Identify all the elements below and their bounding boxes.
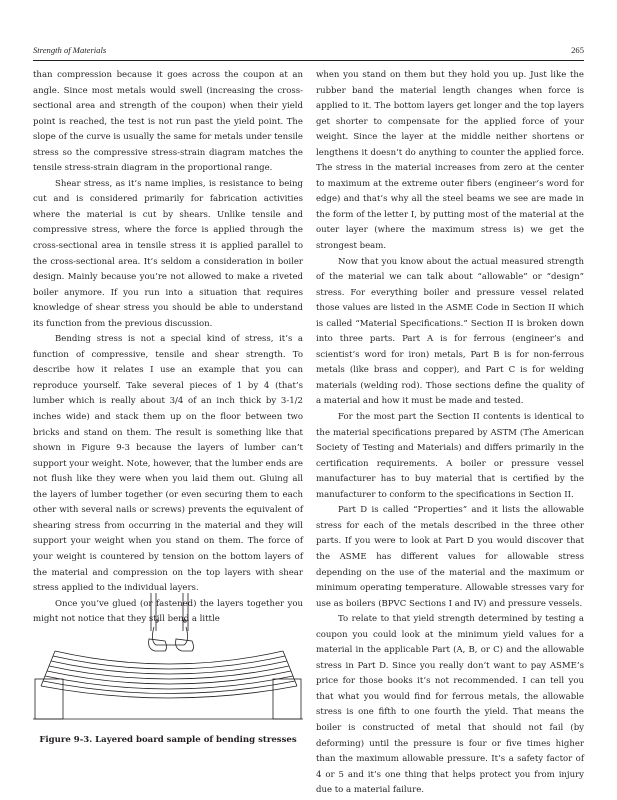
figure-caption: Figure 9-3. Layered board sample of bending stresses (39, 735, 297, 745)
left-column (33, 68, 303, 628)
header-title: Strength of Materials (33, 45, 107, 55)
paragraph: Now that you know about the actual measured strength of the material we can talk about “allowable” or “design” stress. For everything boiler and pressure vessel related those values are listed in the ASME Code in Section II which is called “Material Specifications.” Section II is broken down into three parts. Part A is for ferrous (engineer’s and scientist’s word for iron) metals, Part B is for non-ferrous metals (like brass and copper), and Part C is for welding materials (welding rod). Those sections define the quality of a material and how it must be made and tested. (316, 256, 584, 407)
figure-layered-boards (33, 591, 303, 723)
paragraph: Bending stress is not a special kind of stress, it’s a function of compressive, tensile and shear strength. To describe how it relates I use an example that you can reproduce yourself. Take several pieces of 1 by 4 (that’s lumber which is really about 3/4 of an inch thick by 3-1/2 inches wide) and stack them up on the floor between two bricks and stand on them. The result is something like that shown in Figure 9-3 because the layers of lumber can’t support your weight. Note, however, that the lumber ends are not flush like they were when you laid them out. Gluing all the layers of lumber together (or even securing them to each other with several nails or screws) prevents the equivalent of shearing stress from occurring in the material and they will support your weight when you stand on them. The force of your weight is countered by tension on the bottom layers of the material and compression on the top layers with shear stress applied to the individual layers. (33, 334, 303, 594)
paragraph: than compression because it goes across the coupon at an angle. Since most metals would swell (increasing the cross-sectional area and strength of the coupon) when their yield point is reached, the test is not run past the yield point. The slope of the curve is usually the same for metals under tensile stress so the compressive stress-strain diagram matches the tensile stress-strain diagram in the proportional range. (33, 70, 303, 174)
running-header (33, 45, 584, 59)
page-number: 265 (571, 45, 584, 55)
paragraph: For the most part the Section II contents is identical to the material specifications prepared by ASTM (The American Society of Testing and Materials) and differs primarily in the certification requirements. A boiler or pressure vessel manufacturer has to buy material that is certified by the manufacturer to conform to the specifications in Section II. (316, 412, 584, 500)
paragraph: Part D is called “Properties” and it lists the allowable stress for each of the metals described in the three other parts. If you were to look at Part D you would discover that the ASME has different values for allowable stress depending on the use of the material and the maximum or minimum operating temperature. Allowable stresses vary for use as boilers (BPVC Sections I and IV) and pressure vessels. (316, 505, 584, 609)
paragraph: when you stand on them but they hold you up. Just like the rubber band the material length changes when force is applied to it. The bottom layers get longer and the top layers get shorter to compensate for the applied force of your weight. Since the layer at the middle neither shortens or lengthens it doesn’t do anything to counter the applied force. The stress in the material increases from zero at the center to maximum at the extreme outer fibers (engineer’s word for edge) and that’s why all the steel beams we see are made in the form of the letter I, by putting most of the material at the outer layer (where the maximum stress is) we get the strongest beam. (316, 70, 584, 252)
right-column (316, 68, 584, 799)
bending-boards-illustration (33, 591, 303, 723)
paragraph: To relate to that yield strength determined by testing a coupon you could look at the minimum yield values for a material in the applicable Part (A, B, or C) and the allowable stress in Part D. Since you really don’t want to pay ASME’s price for those books it’s not recommended. I can tell you that what you would find for ferrous metals, the allowable stress is one fifth to one fourth the yield. That means the boiler is constructed of metal that should not fail (by deforming) until the pressure is four or five times higher than the maximum allowable pressure. It’s a safety factor of 4 or 5 and it’s one thing that helps protect you from injury due to a material failure. (316, 614, 584, 796)
header-rule (33, 60, 584, 61)
paragraph: Once you’ve glued (or fastened) the layers together you might not notice that they still bend a little (33, 598, 303, 625)
paragraph: Shear stress, as it’s name implies, is resistance to being cut and is considered primarily for fabrication activities where the material is cut by shears. Unlike tensile and compressive stress, where the force is applied through the cross-sectional area in tensile stress it is applied parallel to the cross-sectional area. It’s seldom a consideration in boiler design. Mainly because you’re not allowed to make a riveted boiler anymore. If you run into a situation that requires knowledge of shear stress you should be able to understand its function from the previous discussion. (33, 178, 303, 329)
